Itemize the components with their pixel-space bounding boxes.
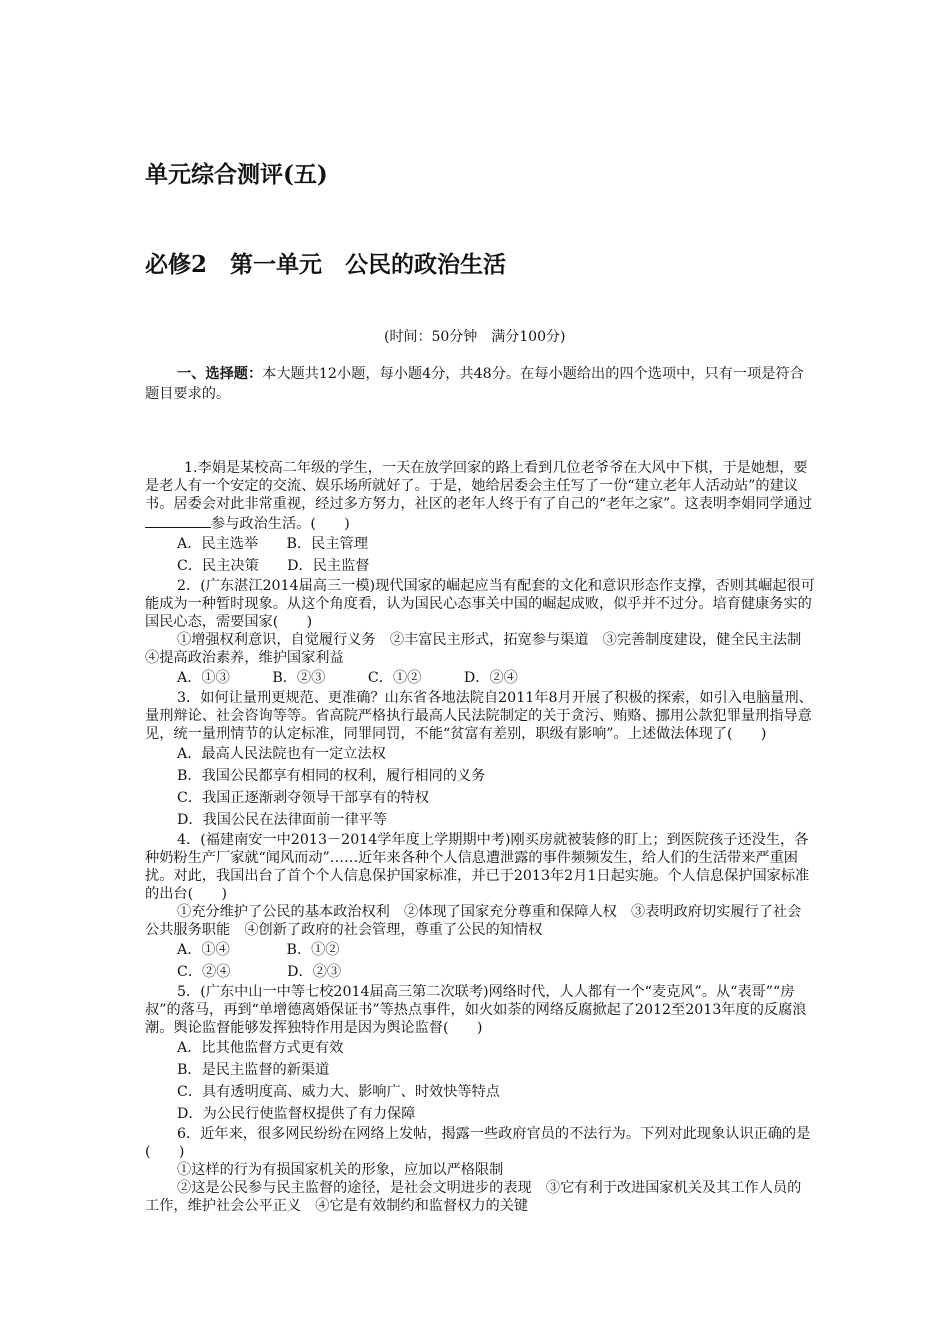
option-line: B．是民主监督的新渠道 — [177, 1062, 330, 1078]
question-2 — [145, 577, 815, 689]
option-line: B．我国公民都享有相同的权利，履行相同的义务 — [177, 768, 486, 784]
question-statements: ①增强权利意识，自觉履行义务 ②丰富民主形式，拓宽参与渠道 ③完善制度建设，健全民主法制 ④提高政治素养，维护国家利益 — [145, 632, 816, 666]
option-line: A．①③ B．②③ C．①② D．②④ — [177, 670, 518, 686]
option-line: A．最高人民法院也有一定立法权 — [177, 746, 386, 762]
question-stem: 1.李娟是某校高二年级的学生，一天在放学回家的路上看到几位老爷爷在大风中下棋，于是她想，要是老人有一个安定的交流、娱乐场所就好了。于是，她给居委会主任写了一份“建立老年人活动站”的建议书。居委会对此非常重视，经过多方努力，社区的老年人终于有了自己的“老年之家”。这表明李娟同学通过参与政治生活。( ) — [145, 460, 813, 532]
option-line: A．①④ B．①② — [177, 942, 340, 958]
question-stem: 2．(广东湛江2014届高三一模)现代国家的崛起应当有配套的文化和意识形态作支撑，否则其崛起很可能成为一种暂时现象。从这个角度看，认为国民心态事关中国的崛起成败，似乎并不过分。培育健康务实的国民心态，需要国家( ) — [145, 578, 815, 630]
question-4 — [145, 831, 815, 983]
questions-list — [145, 459, 815, 1215]
question-stem: 4．(福建南安一中2013－2014学年度上学期期中考)刚买房就被装修的盯上；到医院孩子还没生，各种奶粉生产厂家就“闻风而动”……近年来各种个人信息遭泄露的事件频频发生，给人们的生活带来严重困扰。对此，我国出台了首个个人信息保护国家标准，并已于2013年2月1日起实施。个人信息保护国家标准的出台( ) — [145, 832, 810, 902]
option-line: D．我国公民在法律面前一律平等 — [177, 812, 388, 828]
question-5 — [145, 983, 815, 1125]
option-line: D．为公民行使监督权提供了有力保障 — [177, 1106, 416, 1122]
question-stem: 3．如何让量刑更规范、更准确？山东省各地法院自2011年8月开展了积极的探索，如引入电脑量刑、量刑辩论、社会咨询等等。省高院严格执行最高人民法院制定的关于贪污、贿赂、挪用公款犯罪量刑指导意见，统一量刑情节的认定标准，同罪同罚，不能“贫富有差别，职级有影响”。上述做法体现了( ) — [145, 690, 813, 742]
question-6 — [145, 1125, 815, 1215]
option-line: C．②④ D．②③ — [177, 964, 342, 980]
question-1 — [145, 459, 815, 577]
option-line: A．比其他监督方式更有效 — [177, 1040, 344, 1056]
option-line: C．民主决策 D．民主监督 — [177, 558, 370, 574]
question-stem: 5．(广东中山一中等七校2014届高三第二次联考)网络时代，人人都有一个“麦克风”。从“表哥”“房叔”的落马，再到“单增德离婚保证书”等热点事件，如火如荼的网络反腐掀起了2012至2013年度的反腐浪潮。舆论监督能够发挥独特作用是因为舆论监督( ) — [145, 984, 807, 1036]
section-text: 本大题共12小题，每小题4分，共48分。在每小题给出的四个选项中，只有一项是符合题目要求的。 — [145, 366, 804, 402]
answer-blank — [145, 513, 211, 528]
question-statements: ①充分维护了公民的基本政治权利 ②体现了国家充分尊重和保障人权 ③表明政府切实履行了社会公共服务职能 ④创新了政府的社会管理，尊重了公民的知情权 — [145, 904, 802, 938]
time-info: (时间：50分钟 满分100分) — [384, 329, 566, 345]
question-statements: ①这样的行为有损国家机关的形象，应加以严格限制 — [177, 1162, 504, 1178]
option-line: A．民主选举 B．民主管理 — [177, 536, 368, 552]
option-line: C．具有透明度高、威力大、影响广、时效快等特点 — [177, 1084, 500, 1100]
section-instructions — [145, 364, 815, 404]
page-subtitle: 必修2 第一单元 公民的政治生活 — [145, 251, 507, 278]
question-stem: 6．近年来，很多网民纷纷在网络上发帖，揭露一些政府官员的不法行为。下列对此现象认识正确的是( ) — [145, 1126, 811, 1160]
section-label: 一、选择题： — [177, 366, 263, 382]
option-line: C．我国正逐渐剥夺领导干部享有的特权 — [177, 790, 430, 806]
question-3 — [145, 689, 815, 831]
page-title: 单元综合测评(五) — [145, 161, 328, 188]
question-statements: ②这是公民参与民主监督的途径，是社会文明进步的表现 ③它有利于改进国家机关及其工作人员的工作，维护社会公平正义 ④它是有效制约和监督权力的关键 — [145, 1180, 802, 1214]
